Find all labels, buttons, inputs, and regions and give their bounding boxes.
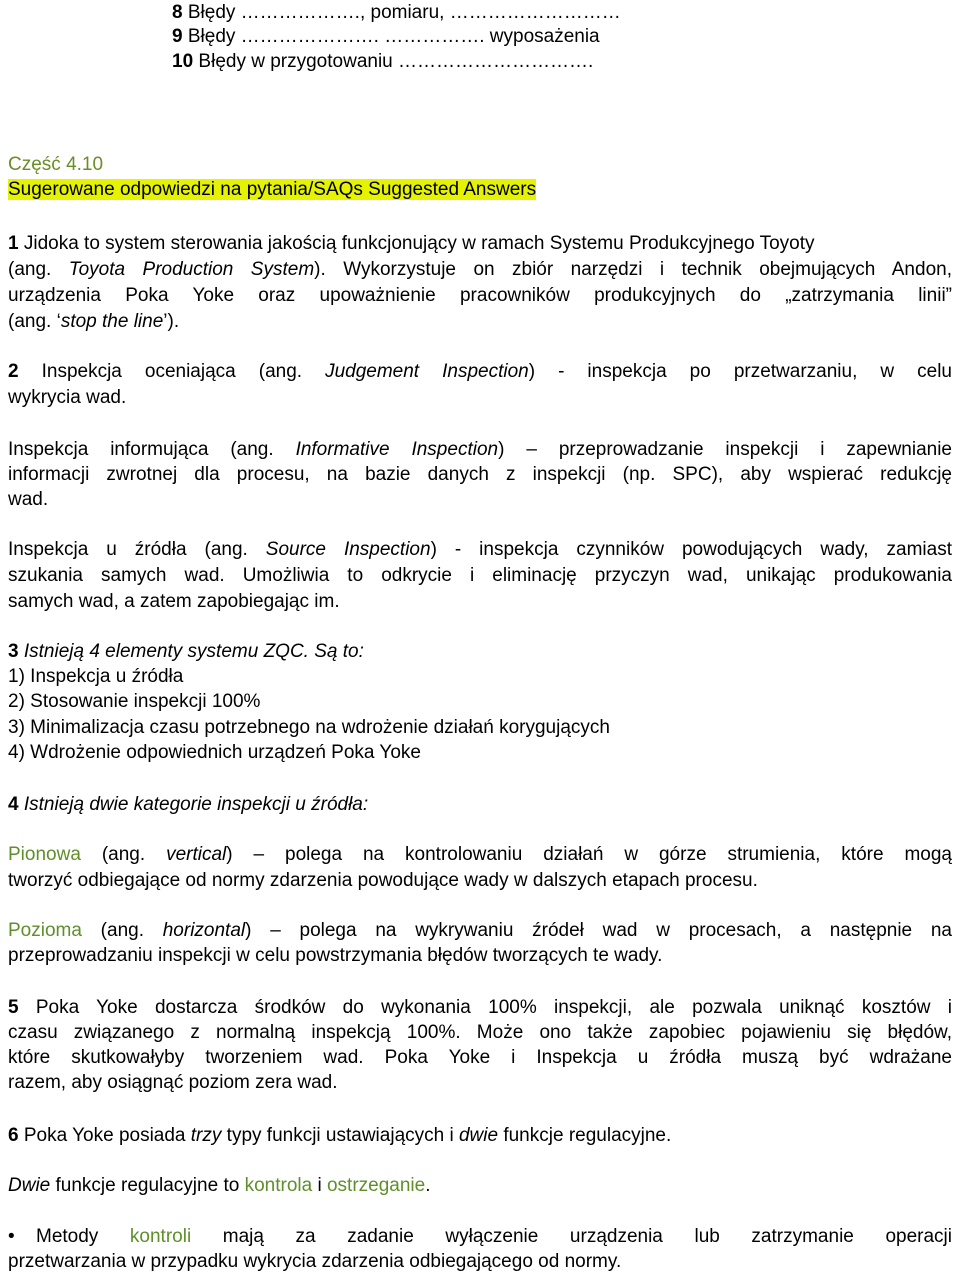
list-item — [8, 689, 952, 715]
text: . — [425, 1175, 431, 1196]
text-italic: trzy — [190, 1125, 222, 1146]
answer-number: 1 — [8, 233, 19, 254]
text: Inspekcja oceniająca (ang. — [18, 361, 326, 382]
answer-2-p2-line-2 — [8, 462, 952, 488]
text: urządzenia Poka Yoke oraz upoważnienie pracowników produkcyjnych do „zatrzymania linii” — [8, 285, 952, 306]
text: ) – polega na kontrolowaniu działań w górze strumienia, które mogą — [226, 844, 952, 865]
term-kontroli: kontroli — [129, 1226, 192, 1247]
text: informacji zwrotnej dla procesu, na bazie danych z inspekcji (np. SPC), aby wspierać redukcję — [8, 464, 952, 485]
text: przetwarzania w przypadku wykrycia zdarzenia odbiegającego od normy. — [8, 1251, 622, 1272]
text-italic: Toyota Production System — [68, 259, 315, 280]
text: czasu związanego z normalną inspekcją 100%. Może ono także zapobiec pojawieniu się błędów, — [8, 1022, 952, 1043]
answer-4-intro — [8, 792, 952, 818]
term-horizontal: Pozioma — [8, 920, 82, 941]
text: (ang. — [8, 259, 69, 280]
error-item-8 — [172, 0, 952, 26]
term-vertical: Pionowa — [8, 844, 81, 865]
page-title: Sugerowane odpowiedzi na pytania/SAQs Suggested Answers — [8, 179, 537, 200]
text: 3) Minimalizacja czasu potrzebnego na wdrożenie działań korygujących — [8, 717, 610, 738]
answer-5-line-2 — [8, 1020, 952, 1046]
text: ) – polega na wykrywaniu źródeł wad w procesach, a następnie na — [245, 920, 952, 941]
answer-3-intro — [8, 639, 952, 665]
text-italic: Source Inspection — [265, 539, 431, 560]
item-number: 10 — [172, 51, 194, 72]
text: ) – przeprowadzanie inspekcji i zapewnianie — [498, 439, 952, 460]
text: 1) Inspekcja u źródła — [8, 666, 184, 687]
text: które skutkowałyby tworzeniem wad. Poka Yoke i Inspekcja u źródła muszą być wdrażane — [8, 1047, 952, 1068]
text: ’). — [163, 311, 180, 332]
error-item-9 — [172, 24, 952, 50]
text: mają za zadanie wyłączenie urządzenia lub zatrzymanie operacji — [191, 1226, 952, 1247]
answer-1-line-1 — [8, 231, 952, 257]
answer-number: 5 — [8, 997, 19, 1018]
text: 2) Stosowanie inspekcji 100% — [8, 691, 261, 712]
answer-2-line-2 — [8, 385, 952, 411]
text: 4) Wdrożenie odpowiednich urządzeń Poka Yoke — [8, 742, 421, 763]
bullet: • — [8, 1226, 15, 1247]
text: ) - inspekcja po przetwarzaniu, w celu — [528, 361, 952, 382]
item-text: Błędy w przygotowaniu …………………………. — [193, 51, 594, 72]
bullet-line-1 — [36, 1224, 952, 1250]
answer-5-line-4 — [8, 1070, 952, 1096]
text: i — [312, 1175, 327, 1196]
text: ). Wykorzystuje on zbiór narzędzi i technik obejmujących Andon, — [314, 259, 952, 280]
item-number: 8 — [172, 2, 183, 23]
text: wad. — [8, 489, 49, 510]
answer-number: 3 — [8, 641, 19, 662]
error-item-10 — [172, 49, 952, 75]
answer-5-line-1 — [8, 995, 952, 1021]
text: funkcje regulacyjne to — [50, 1175, 245, 1196]
text: przeprowadzaniu inspekcji w celu powstrzymania błędów tworzących te wady. — [8, 945, 663, 966]
text: funkcje regulacyjne. — [498, 1125, 672, 1146]
text-italic: vertical — [166, 844, 227, 865]
text: Metody — [36, 1226, 130, 1247]
text-italic: Istnieją 4 elementy systemu ZQC. Są to: — [18, 641, 364, 662]
text: wykrycia wad. — [8, 387, 127, 408]
answer-5-line-3 — [8, 1045, 952, 1071]
text-italic: Istnieją dwie kategorie inspekcji u źródła: — [18, 794, 369, 815]
item-text: Błędy ………………., pomiaru, ……………………… — [182, 2, 621, 23]
text: Poka Yoke posiada — [18, 1125, 191, 1146]
text-italic: Informative Inspection — [295, 439, 499, 460]
text: typy funkcji ustawiających i — [221, 1125, 459, 1146]
answer-1-line-4 — [8, 309, 952, 335]
text: Inspekcja informująca (ang. — [8, 439, 296, 460]
text: tworzyć odbiegające od normy zdarzenia powodujące wady w dalszych etapach procesu. — [8, 870, 758, 891]
answer-2-p2-line-1 — [8, 437, 952, 463]
text: (ang. — [81, 920, 163, 941]
text: razem, aby osiągnąć poziom zera wad. — [8, 1072, 338, 1093]
text: samych wad, a zatem zapobiegając im. — [8, 591, 340, 612]
text-italic: Judgement Inspection — [325, 361, 529, 382]
horizontal-line-2 — [8, 943, 952, 969]
list-item — [8, 715, 952, 741]
regulatory-functions-line — [8, 1173, 952, 1199]
answer-number: 6 — [8, 1125, 19, 1146]
answer-1-line-3 — [8, 283, 952, 309]
vertical-line-1 — [8, 842, 952, 868]
term-ostrzeganie: ostrzeganie — [326, 1175, 426, 1196]
part-label: Część 4.10 — [8, 154, 104, 175]
section-title — [8, 177, 952, 203]
text: Poka Yoke dostarcza środków do wykonania 100% inspekcji, ale pozwala uniknąć kosztów i — [18, 997, 952, 1018]
answer-6-line-1 — [8, 1123, 952, 1149]
answer-2-p3-line-1 — [8, 537, 952, 563]
bullet-line-2 — [8, 1249, 952, 1275]
bullet-icon — [8, 1224, 28, 1250]
vertical-line-2 — [8, 868, 952, 894]
answer-number: 2 — [8, 361, 19, 382]
text-italic: stop the line — [60, 311, 164, 332]
answer-number: 4 — [8, 794, 19, 815]
answer-1-line-2 — [8, 257, 952, 283]
answer-2-line-1 — [8, 359, 952, 385]
answer-2-p3-line-2 — [8, 563, 952, 589]
text: (ang. ‘ — [8, 311, 61, 332]
list-item — [8, 664, 952, 690]
term-kontrola: kontrola — [244, 1175, 313, 1196]
item-number: 9 — [172, 26, 183, 47]
horizontal-line-1 — [8, 918, 952, 944]
text: szukania samych wad. Umożliwia to odkrycie i eliminację przyczyn wad, unikając produkowania — [8, 565, 952, 586]
text: (ang. — [80, 844, 167, 865]
answer-2-p3-line-3 — [8, 589, 952, 615]
text: Jidoka to system sterowania jakością funkcjonujący w ramach Systemu Produkcyjnego Toyoty — [18, 233, 815, 254]
item-text: Błędy …………………. ……………. wyposażenia — [182, 26, 600, 47]
text-italic: horizontal — [162, 920, 246, 941]
section-part — [8, 152, 952, 178]
text: Inspekcja u źródła (ang. — [8, 539, 266, 560]
text-italic: dwie — [458, 1125, 499, 1146]
list-item — [8, 740, 952, 766]
text-italic: Dwie — [8, 1175, 51, 1196]
answer-2-p2-line-3 — [8, 487, 952, 513]
text: ) - inspekcja czynników powodujących wady, zamiast — [430, 539, 953, 560]
